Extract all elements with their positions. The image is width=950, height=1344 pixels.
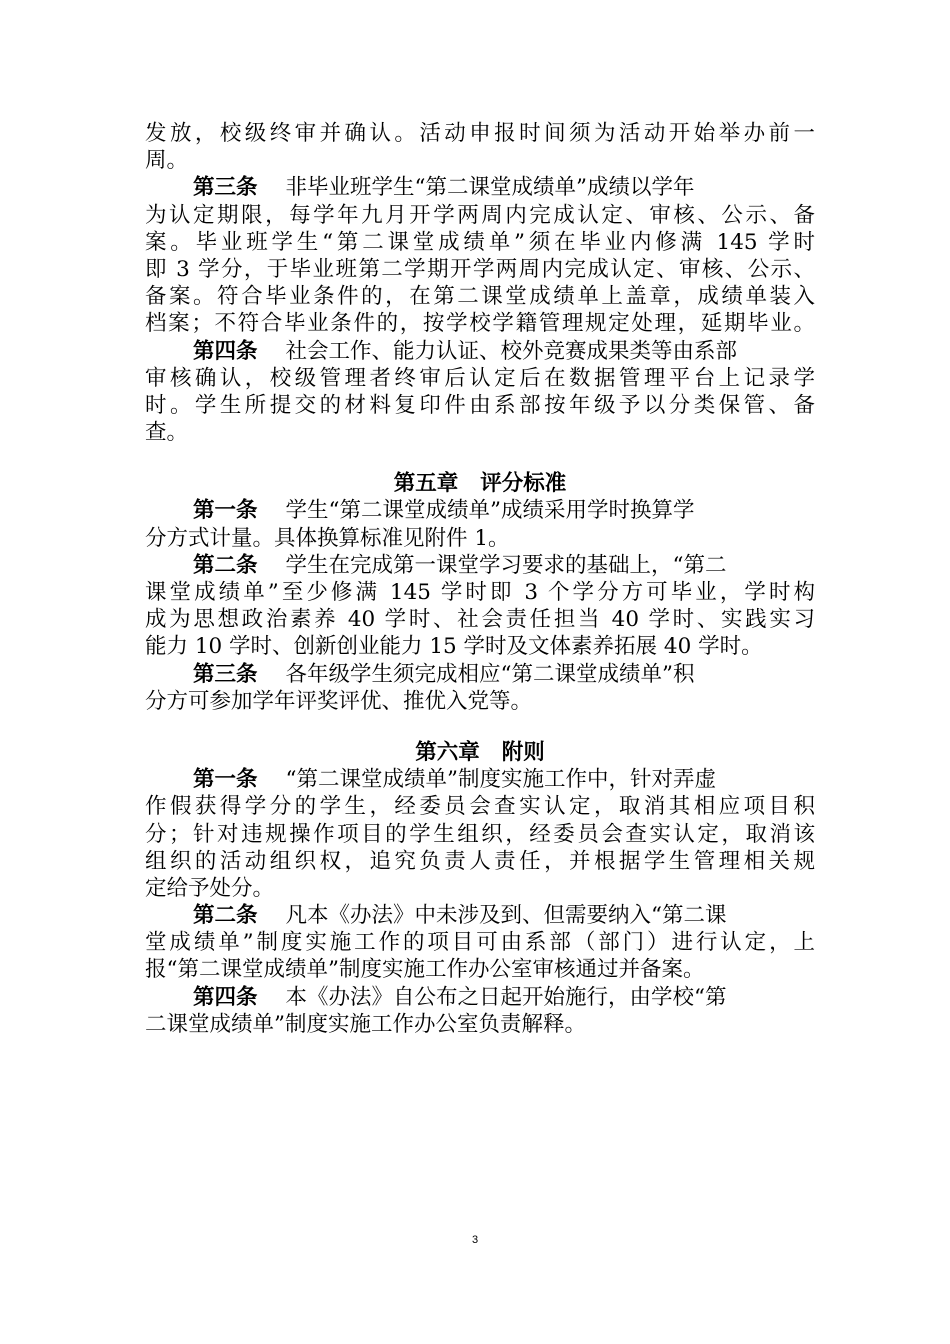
article-line	[145, 338, 815, 365]
article-text: 凡本《办法》中未涉及到、但需要纳入“第二课	[285, 903, 727, 929]
paragraph-line: 案。毕业班学生“第二课堂成绩单”须在毕业内修满 145 学时	[145, 229, 815, 255]
paragraph-line: 分方可参加学年评奖评优、推优入党等。	[145, 688, 533, 714]
chapter-number: 第五章	[393, 471, 459, 497]
chapter-title: 附则	[501, 739, 545, 765]
article-text: 各年级学生须完成相应“第二课堂成绩单”积	[285, 661, 695, 687]
article-line	[145, 984, 815, 1011]
article-line	[145, 552, 815, 579]
article-text: 学生在完成第一课堂学习要求的基础上，“第二	[285, 552, 727, 578]
article-line	[145, 661, 815, 688]
paragraph-line: 时。学生所提交的材料复印件由系部按年级予以分类保管、备	[145, 392, 815, 418]
article-line	[145, 174, 815, 201]
chapter-heading	[145, 739, 815, 766]
paragraph-line: 档案；不符合毕业条件的，按学校学籍管理规定处理，延期毕业。	[145, 311, 815, 337]
paragraph-line: 二课堂成绩单”制度实施工作办公室负责解释。	[145, 1011, 586, 1037]
paragraph-line: 堂成绩单”制度实施工作的项目可由系部（部门）进行认定，上	[145, 930, 815, 956]
article-line	[145, 497, 815, 524]
paragraph-line: 课堂成绩单”至少修满 145 学时即 3 个学分方可毕业，学时构	[145, 580, 815, 606]
paragraph-line: 定给予处分。	[145, 875, 275, 901]
page-number: 3	[471, 1234, 479, 1246]
article-label: 第四条	[193, 338, 258, 364]
article-label: 第一条	[193, 767, 258, 793]
article-text: 学生“第二课堂成绩单”成绩采用学时换算学	[285, 498, 695, 524]
article-line	[145, 902, 815, 929]
paragraph-line: 审核确认，校级管理者终审后认定后在数据管理平台上记录学	[145, 365, 815, 391]
article-label: 第二条	[193, 552, 258, 578]
paragraph-line: 作假获得学分的学生，经委员会查实认定，取消其相应项目积	[145, 794, 815, 820]
chapter-heading	[145, 470, 815, 497]
paragraph-line: 发放，校级终审并确认。活动申报时间须为活动开始举办前一	[145, 121, 815, 146]
paragraph-line: 能力 10 学时、创新创业能力 15 学时及文体素养拓展 40 学时。	[145, 634, 763, 660]
paragraph-line: 备案。符合毕业条件的，在第二课堂成绩单上盖章，成绩单装入	[145, 284, 815, 310]
paragraph-line: 报“第二课堂成绩单”制度实施工作办公室审核通过并备案。	[145, 957, 705, 983]
paragraph-line: 分；针对违规操作项目的学生组织，经委员会查实认定，取消该	[145, 821, 815, 847]
paragraph-line: 查。	[145, 420, 189, 446]
paragraph-line: 即 3 学分，于毕业班第二学期开学两周内完成认定、审核、公示、	[145, 256, 815, 282]
chapter-title: 评分标准	[480, 471, 567, 497]
article-text: 非毕业班学生“第二课堂成绩单”成绩以学年	[285, 175, 695, 201]
article-text: 社会工作、能力认证、校外竞赛成果类等由系部	[285, 338, 738, 364]
paragraph-line: 组织的活动组织权，追究负责人责任，并根据学生管理相关规	[145, 848, 815, 874]
chapter-number: 第六章	[415, 739, 480, 765]
paragraph-line: 为认定期限，每学年九月开学两周内完成认定、审核、公示、备	[145, 202, 815, 228]
paragraph-line: 成为思想政治素养 40 学时、社会责任担当 40 学时、实践实习	[145, 607, 815, 633]
article-line	[145, 766, 815, 793]
article-text: 本《办法》自公布之日起开始施行，由学校“第	[285, 984, 727, 1010]
article-label: 第一条	[193, 498, 258, 524]
article-label: 第二条	[193, 903, 258, 929]
paragraph-line: 周。	[145, 148, 189, 174]
article-label: 第三条	[193, 175, 258, 201]
article-label: 第三条	[193, 661, 258, 687]
article-text: “第二课堂成绩单”制度实施工作中，针对弄虚	[285, 767, 717, 793]
paragraph-line: 分方式计量。具体换算标准见附件 1。	[145, 525, 510, 551]
document-body	[145, 120, 815, 1038]
article-label: 第四条	[193, 984, 258, 1010]
